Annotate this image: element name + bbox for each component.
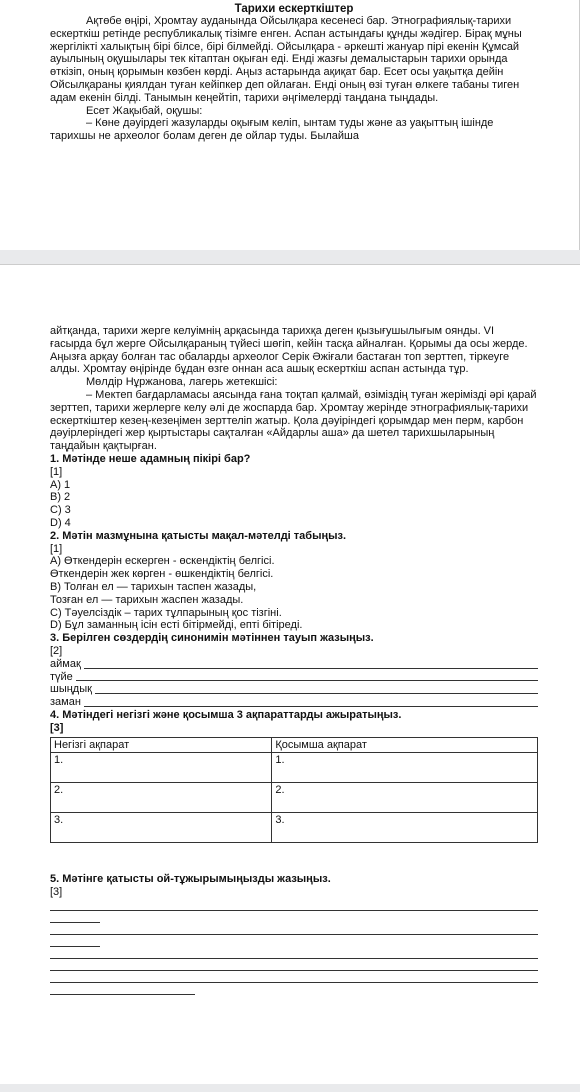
quote-1: – Көне дәуірдегі жазуларды оқығым келіп, ынтам туды және аз уақыттың ішінде тарихшы не археолог болам деген де ойлар туды. Былайша xyxy=(50,117,494,143)
question-5-mark: [3] xyxy=(50,886,63,899)
table-cell[interactable]: 3. xyxy=(272,813,538,843)
spacer xyxy=(50,843,538,873)
table-cell[interactable]: 2. xyxy=(51,783,272,813)
synonym-row xyxy=(50,696,538,709)
table-row xyxy=(51,753,538,783)
synonym-row xyxy=(50,683,538,696)
synonym-row xyxy=(50,658,538,671)
document-title: Тарихи ескерткіштер xyxy=(234,3,354,15)
table-header-additional: Қосымша ақпарат xyxy=(272,737,538,753)
question-2-option: B) Толған ел — тарихын таспен жазады, xyxy=(50,580,257,593)
synonym-word: заман xyxy=(50,696,81,709)
question-4-mark: [3] xyxy=(50,721,64,734)
answer-line[interactable] xyxy=(95,693,538,694)
question-4-title: 4. Мәтіндегі негізгі және қосымша 3 ақпараттарды ажыратыңыз. xyxy=(50,708,402,721)
table-header-main: Негізгі ақпарат xyxy=(51,737,272,753)
answer-line[interactable] xyxy=(50,911,100,923)
question-3-mark: [2] xyxy=(50,644,63,657)
question-3-title: 3. Берілген сөздердің синонимін мәтіннен тауып жазыңыз. xyxy=(50,632,374,645)
question-2-option: A) Өткендерін ескерген - өскендіктің белгісі. xyxy=(50,555,275,568)
answer-line[interactable] xyxy=(50,899,538,911)
information-table xyxy=(50,737,538,844)
table-cell[interactable]: 2. xyxy=(272,783,538,813)
answer-line[interactable] xyxy=(84,668,538,669)
table-cell[interactable]: 1. xyxy=(272,753,538,783)
table-cell[interactable]: 3. xyxy=(51,813,272,843)
question-1-option: C) 3 xyxy=(50,504,71,517)
answer-line[interactable] xyxy=(50,935,100,947)
question-1-mark: [1] xyxy=(50,465,63,478)
answer-line[interactable] xyxy=(50,983,195,995)
question-5-title: 5. Мәтінге қатысты ой-тұжырымыңызды жазыңыз. xyxy=(50,873,331,886)
table-row xyxy=(51,783,538,813)
page-1 xyxy=(0,0,580,250)
synonym-row xyxy=(50,671,538,684)
page-1-content xyxy=(50,3,538,143)
question-2-option: Тозған ел — тарихын жаспен жазады. xyxy=(50,593,244,606)
question-1-option: A) 1 xyxy=(50,478,71,491)
synonym-word: түйе xyxy=(50,670,73,683)
speaker-1: Есет Жақыбай, оқушы: xyxy=(86,104,203,117)
page-2 xyxy=(0,264,580,1084)
table-row xyxy=(51,813,538,843)
question-1-option: D) 4 xyxy=(50,516,71,529)
answer-line[interactable] xyxy=(84,706,538,707)
quote-2: – Мектеп бағдарламасы аясында ғана тоқтап қалмай, өзіміздің туған жерімізді әрі қарай зерттеп, тарихи жерлерге келу әлі де жоспарда бар. Хромтау жерінде этнографиялық-тарихи ескерткіштер кезең-кезеңімен зерттеліп жатыр. Қола дәуіріндегі қорымдар мен перм, карбон дәуірлеріндегі жер қыртыстары сақталған «Айдарлы аша» да шетел тарихшыларының таңдайын қақтырған. xyxy=(50,388,537,453)
question-2-option: Өткендерін жек көрген - өшкендіктің белгісі. xyxy=(50,568,274,581)
page-2-content xyxy=(50,325,538,995)
answer-line[interactable] xyxy=(50,923,538,935)
question-2-option: D) Бұл заманның ісін есті бітірмейді, епті бітіреді. xyxy=(50,619,303,632)
paragraph-1: Ақтөбе өңірі, Хромтау ауданында Ойсылқара кесенесі бар. Этнографиялық-тарихи ескерткіш ретінде республикалық тізімге енген. Аспан астындағы құнды жәдігер. Бірақ мұны жергілікті халықтың бірі білсе, бірі білмейді. Ойсылқара - әркешті жануар пірі екенін Құмсай ауылының оқушылары тек кітаптан оқыған еді. Енді жазғы демалыстарын тарихи орында өткізіп, оның қорымын көзбен көрді. Аңыз астарында ақиқат бар. Есет осы уақытқа дейін Ойсылқараны қиялдан туған кейіпкер деп ойлаған. Енді оның өзі туған өлкеге табаны тиген адам екенін білді. Танымын кеңейтіп, тарихи әңгімелерді таңдана тыңдады. xyxy=(50,15,522,104)
table-header-row xyxy=(51,737,538,753)
paragraph-2: айтқанда, тарихи жерге келуімнің арқасында тарихқа деген қызығушылығым оянды. VI ғасырда бұл жерге Ойсылқараның түйесі шөгіп, кейін тасқа айналған. Қорымы да осы жерде. Аңызға арқау болған тас обаларды археолог Серік Әжіғали бастаған топ зерттеп, тіркеуге алды. Хромтау өңірінде бұдан өзге оннан аса ашық ескерткіш аспан астында тұр. xyxy=(50,325,528,376)
answer-line[interactable] xyxy=(50,947,538,959)
answer-line[interactable] xyxy=(50,959,538,971)
question-2-mark: [1] xyxy=(50,542,63,555)
question-2-title: 2. Мәтін мазмұнына қатысты мақал-мәтелді табыңыз. xyxy=(50,529,347,542)
answer-line[interactable] xyxy=(50,971,538,983)
table-cell[interactable]: 1. xyxy=(51,753,272,783)
question-1-option: B) 2 xyxy=(50,491,71,504)
speaker-2: Мөлдір Нұржанова, лагерь жетекшісі: xyxy=(86,376,278,389)
synonym-word: шыңдық xyxy=(50,683,92,696)
answer-line[interactable] xyxy=(76,680,538,681)
question-1-title: 1. Мәтінде неше адамның пікірі бар? xyxy=(50,452,251,465)
question-2-option: C) Тәуелсіздік – тарих тұлпарының қос тізгіні. xyxy=(50,606,282,619)
synonym-word: аймақ xyxy=(50,657,81,670)
